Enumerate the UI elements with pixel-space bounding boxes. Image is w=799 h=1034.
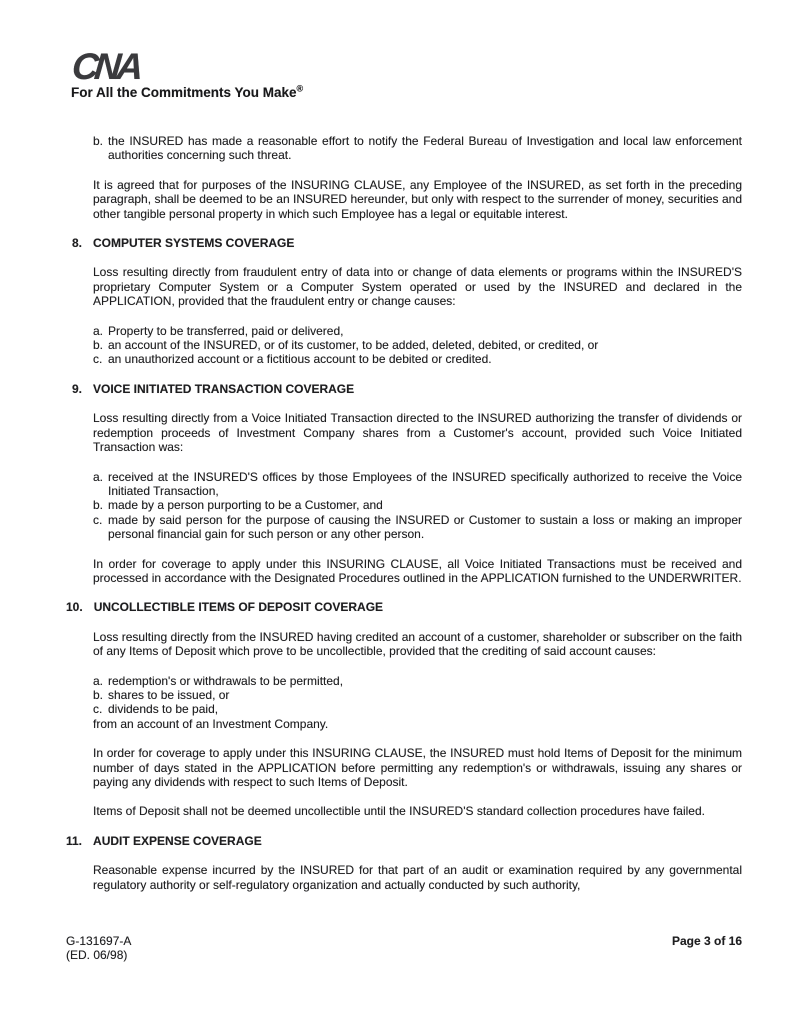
section-10-paragraph: Loss resulting directly from the INSURED having credited an account of a customer, shareholder or subscriber on the faith of any Items of Deposit which prove to be uncollectible, provided that the crediting of said account causes: (93, 629, 742, 659)
list-item-letter: c. (93, 702, 103, 717)
section-10-holding-paragraph: In order for coverage to apply under this INSURING CLAUSE, the INSURED must hold Items of Deposit for the minimum number of days stated in the APPLICATION before permitting any redemption's or withdrawals, issuing any shares or paying any dividends with respect to such Items of Deposit. (93, 746, 742, 789)
list-item-text: shares to be issued, or (108, 687, 230, 702)
section-10-list-continuation: from an account of an Investment Company. (93, 716, 329, 731)
threat-notice-list (93, 134, 742, 163)
section-9-list (93, 470, 742, 542)
list-item-letter: a. (93, 469, 104, 484)
list-item-letter: c. (93, 512, 103, 527)
list-item-text: dividends to be paid, (108, 702, 219, 717)
list-item-letter: b. (93, 338, 104, 353)
section-number: 9. (71, 381, 82, 396)
list-item-letter: b. (93, 134, 104, 148)
list-item (93, 498, 742, 512)
list-item (93, 470, 742, 499)
list-item (93, 688, 742, 702)
section-10-uncollectible-paragraph: Items of Deposit shall not be deemed uncollectible until the INSURED'S standard collection procedures have failed. (93, 804, 705, 819)
brand-tagline (71, 83, 304, 101)
list-item (93, 338, 742, 352)
section-number: 8. (71, 236, 82, 251)
section-9-closing-paragraph: In order for coverage to apply under this INSURING CLAUSE, all Voice Initiated Transactions must be received and processed in accordance with the Designated Procedures outlined in the APPLICATION furnished to the UNDERWRITER. (93, 556, 742, 585)
list-item (93, 702, 742, 716)
section-8-list (93, 324, 742, 367)
list-item-letter: a. (93, 673, 104, 688)
section-heading-8 (66, 236, 742, 250)
list-item-text: an unauthorized account or a fictitious account to be debited or credited. (108, 352, 492, 367)
list-item-letter: b. (93, 687, 104, 702)
form-number: G-131697-A (66, 934, 132, 948)
section-title: AUDIT EXPENSE COVERAGE (93, 833, 262, 848)
list-item-text: made by a person purporting to be a Customer, and (108, 498, 383, 513)
tagline-text: For All the Commitments You Make (71, 85, 297, 101)
form-identifier (66, 934, 131, 963)
list-item-text: Property to be transferred, paid or delivered, (108, 323, 344, 338)
list-item-text: received at the INSURED'S offices by those Employees of the INSURED specifically authorized to receive the Voice Initiated Transaction, (108, 469, 742, 498)
list-item-letter: a. (93, 323, 104, 338)
section-heading-9 (66, 382, 742, 396)
list-item (93, 513, 742, 542)
list-item (93, 134, 742, 163)
section-number: 10. (66, 600, 83, 615)
section-number: 11. (66, 833, 83, 848)
list-item-letter: b. (93, 498, 104, 513)
section-title: UNCOLLECTIBLE ITEMS OF DEPOSIT COVERAGE (93, 600, 384, 615)
form-edition: (ED. 06/98) (66, 948, 128, 963)
list-item (93, 324, 742, 338)
section-heading-10 (66, 600, 742, 614)
brand-header (70, 46, 304, 101)
list-item (93, 352, 742, 366)
section-9-paragraph: Loss resulting directly from a Voice Initiated Transaction directed to the INSURED authorizing the transfer of dividends or redemption proceeds of Investment Company shares from a Customer's account, provided such Voice Initiated Transaction was: (93, 411, 742, 455)
list-item-text: made by said person for the purpose of causing the INSURED or Customer to sustain a loss or making an improper personal financial gain for such person or any other person. (108, 512, 742, 542)
section-heading-11 (66, 834, 742, 848)
section-title: COMPUTER SYSTEMS COVERAGE (93, 236, 295, 251)
list-item-text: the INSURED has made a reasonable effort to notify the Federal Bureau of Investigation and local law enforcement authorities concerning such threat. (108, 134, 742, 163)
page-indicator: Page 3 of 16 (671, 934, 742, 948)
section-title: VOICE INITIATED TRANSACTION COVERAGE (93, 381, 355, 396)
list-item (93, 674, 742, 688)
section-11-paragraph: Reasonable expense incurred by the INSURED for that part of an audit or examination required by any governmental regulatory authority or self-regulatory organization and actually conducted by such authority, (93, 863, 742, 892)
list-item-letter: c. (93, 352, 103, 367)
section-8-paragraph: Loss resulting directly from fraudulent entry of data into or change of data elements or programs within the INSURED'S proprietary Computer System or a Computer System operated or used by the INSURED and declared in the APPLICATION, provided that the fraudulent entry or change causes: (93, 265, 742, 309)
section-10-list (93, 674, 742, 717)
agreement-paragraph: It is agreed that for purposes of the INSURING CLAUSE, any Employee of the INSURED, as set forth in the preceding paragraph, shall be deemed to be an INSURED hereunder, but only with respect to the surrender of money, securities and other tangible personal property in which such Employee has a legal or equitable interest. (93, 177, 742, 221)
cna-logo: CNA (70, 46, 141, 87)
policy-body (66, 134, 742, 907)
registered-trademark-symbol: ® (296, 83, 304, 94)
list-item-text: redemption's or withdrawals to be permitted, (108, 673, 344, 688)
list-item-text: an account of the INSURED, or of its customer, to be added, deleted, debited, or credited, or (108, 338, 599, 353)
